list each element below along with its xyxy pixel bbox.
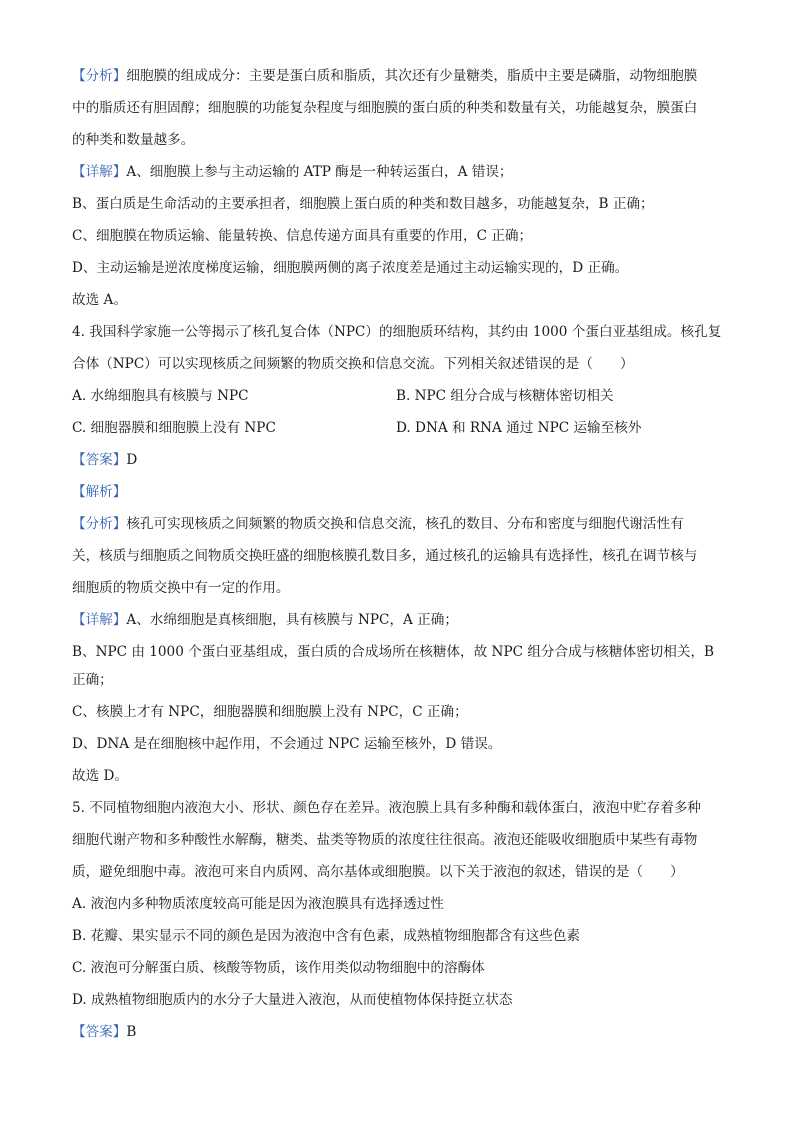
- answer-value: B: [126, 1024, 137, 1040]
- explain-line: [72, 482, 722, 502]
- detail-line: B、NPC 由 1000 个蛋白亚基组成，蛋白质的合成场所在核糖体，故 NPC 组分合成与核糖体密切相关，B: [72, 644, 715, 660]
- analysis-line: 【分析】核孔可实现核质之间频繁的物质交换和信息交流，核孔的数目、分布和密度与细胞代谢活性有: [72, 516, 684, 532]
- answer-value: D: [126, 452, 138, 468]
- detail-line: 【详解】A、水绵细胞是真核细胞，具有核膜与 NPC，A 正确；: [72, 612, 458, 628]
- question-stem: 5. 不同植物细胞内液泡大小、形状、颜色存在差异。液泡膜上具有多种酶和载体蛋白，液泡中贮存着多种: [72, 800, 702, 816]
- option-c: C. 液泡可分解蛋白质、核酸等物质，该作用类似动物细胞中的溶酶体: [72, 960, 485, 976]
- conclusion: 故选 D。: [72, 768, 129, 784]
- answer-tag: 【答案】: [72, 1024, 127, 1040]
- analysis-line: 关，核质与细胞质之间物质交换旺盛的细胞核膜孔数目多，通过核孔的运输具有选择性，核孔在调节核与: [72, 548, 698, 564]
- analysis-tag: 【分析】: [72, 516, 127, 532]
- detail-line: D、主动运输是逆浓度梯度运输，细胞膜两侧的离子浓度差是通过主动运输实现的，D 正确。: [72, 260, 629, 276]
- question-stem: 质，避免细胞中毒。液泡可来自内质网、高尔基体或细胞膜。以下关于液泡的叙述，错误的是（ ）: [72, 864, 684, 880]
- analysis-line: 的种类和数量越多。: [72, 132, 195, 148]
- option-a: A. 水绵细胞具有核膜与 NPC: [72, 388, 249, 404]
- detail-line: C、核膜上才有 NPC，细胞器膜和细胞膜上没有 NPC，C 正确；: [72, 704, 468, 720]
- explain-tag: 【解析】: [72, 484, 127, 500]
- detail-tag: 【详解】: [72, 612, 127, 628]
- answer-line: [72, 1022, 722, 1042]
- detail-line: 正确；: [72, 672, 113, 688]
- option-row: [72, 386, 722, 406]
- detail-tag: 【详解】: [72, 164, 127, 180]
- option-d: D. DNA 和 RNA 通过 NPC 运输至核外: [396, 420, 642, 436]
- option-b: B. NPC 组分合成与核糖体密切相关: [396, 388, 614, 404]
- question-stem: 细胞代谢产物和多种酸性水解酶，糖类、盐类等物质的浓度往往很高。液泡还能吸收细胞质中某些有毒物: [72, 832, 698, 848]
- answer-line: [72, 450, 722, 470]
- detail-line: B、蛋白质是生命活动的主要承担者，细胞膜上蛋白质的种类和数目越多，功能越复杂，B 正确；: [72, 196, 654, 212]
- option-b: B. 花瓣、果实显示不同的颜色是因为液泡中含有色素，成熟植物细胞都含有这些色素: [72, 928, 581, 944]
- option-d: D. 成熟植物细胞质内的水分子大量进入液泡，从而使植物体保持挺立状态: [72, 992, 513, 1008]
- analysis-line: 【分析】细胞膜的组成成分：主要是蛋白质和脂质，其次还有少量糖类，脂质中主要是磷脂，动物细胞膜: [72, 68, 698, 84]
- answer-tag: 【答案】: [72, 452, 127, 468]
- option-row: [72, 418, 722, 438]
- analysis-line: 中的脂质还有胆固醇；细胞膜的功能复杂程度与细胞膜的蛋白质的种类和数量有关，功能越复杂，膜蛋白: [72, 100, 698, 116]
- question-stem: 4. 我国科学家施一公等揭示了核孔复合体（NPC）的细胞质环结构，其约由 1000 个蛋白亚基组成。核孔复: [72, 324, 722, 340]
- conclusion: 故选 A。: [72, 292, 127, 308]
- detail-line: C、细胞膜在物质运输、能量转换、信息传递方面具有重要的作用，C 正确；: [72, 228, 533, 244]
- question-stem: 合体（NPC）可以实现核质之间频繁的物质交换和信息交流。下列相关叙述错误的是（ ）: [72, 356, 634, 372]
- detail-line: D、DNA 是在细胞核中起作用，不会通过 NPC 运输至核外，D 错误。: [72, 736, 502, 752]
- option-c: C. 细胞器膜和细胞膜上没有 NPC: [72, 420, 276, 436]
- option-a: A. 液泡内多种物质浓度较高可能是因为液泡膜具有选择透过性: [72, 896, 444, 912]
- detail-line: 【详解】A、细胞膜上参与主动运输的 ATP 酶是一种转运蛋白，A 错误；: [72, 164, 513, 180]
- analysis-line: 细胞质的物质交换中有一定的作用。: [72, 580, 290, 596]
- analysis-tag: 【分析】: [72, 68, 127, 84]
